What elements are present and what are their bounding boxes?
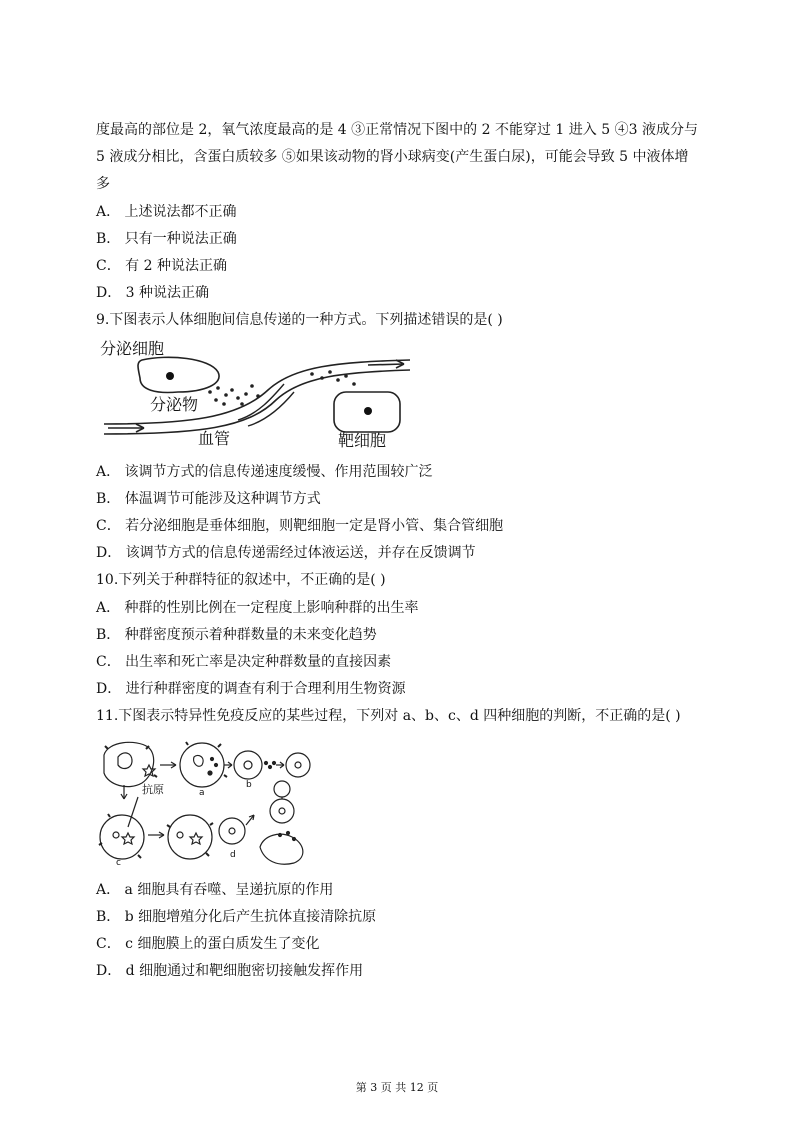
q8-text-line-1: 度最高的部位是 2，氧气浓度最高的是 4 ③正常情况下图中的 2 不能穿过 1 进入 5 ④3 液成分与 [96, 122, 698, 138]
cell-b-product [286, 753, 310, 777]
q11-option-c: C． c 细胞膜上的蛋白质发生了变化 [96, 936, 320, 952]
q8-text-line-3: 多 [96, 176, 110, 192]
q8-text-line-2: 5 液成分相比，含蛋白质较多 ⑤如果该动物的肾小球病变(产生蛋白尿)，可能会导致 5 中液体增 [96, 149, 689, 165]
q11-option-a: A． a 细胞具有吞噬、呈递抗原的作用 [96, 882, 334, 898]
q11-option-d: D． d 细胞通过和靶细胞密切接触发挥作用 [96, 963, 364, 979]
q9-option-b: B． 体温调节可能涉及这种调节方式 [96, 491, 321, 507]
secretory-cell-nucleus [166, 372, 174, 380]
target-cell-nucleus [364, 407, 372, 415]
label-c: c [116, 858, 121, 867]
label-vessel: 血管 [198, 429, 231, 448]
q10-option-d: D． 进行种群密度的调查有利于合理利用生物资源 [96, 681, 406, 697]
label-secretory-cell: 分泌细胞 [100, 339, 165, 358]
q11-stem: 11.下图表示特异性免疫反应的某些过程，下列对 a、b、c、d 四种细胞的判断，不正确的是( ) [96, 708, 681, 724]
secretory-cell-shape [138, 357, 219, 392]
q9-option-a: A． 该调节方式的信息传递速度缓慢、作用范围较广泛 [96, 464, 433, 480]
q8-option-c: C． 有 2 种说法正确 [96, 258, 227, 274]
label-secretion: 分泌物 [150, 395, 199, 414]
q10-option-c: C． 出生率和死亡率是决定种群数量的直接因素 [96, 654, 392, 670]
q11-option-b: B． b 细胞增殖分化后产生抗体直接清除抗原 [96, 909, 377, 925]
cell-d [219, 818, 245, 844]
label-antigen: 抗原 [142, 783, 164, 796]
q8-option-d: D． 3 种说法正确 [96, 285, 210, 301]
label-b: b [246, 780, 252, 790]
lysed-cell [260, 834, 303, 864]
q11-figure-immune-diagram [98, 735, 314, 867]
q10-option-a: A． 种群的性别比例在一定程度上影响种群的出生率 [96, 600, 419, 616]
q9-option-c: C． 若分泌细胞是垂体细胞，则靶细胞一定是肾小管、集合管细胞 [96, 518, 504, 534]
q9-option-d: D． 该调节方式的信息传递需经过体液运送，并存在反馈调节 [96, 545, 476, 561]
label-d: d [230, 850, 236, 860]
q8-option-b: B． 只有一种说法正确 [96, 231, 237, 247]
q10-stem: 10.下列关于种群特征的叙述中，不正确的是( ) [96, 572, 386, 588]
page-footer: 第 3 页 共 12 页 [355, 1081, 439, 1094]
q9-stem: 9.下图表示人体细胞间信息传递的一种方式。下列描述错误的是( ) [96, 312, 503, 328]
q8-option-a: A． 上述说法都不正确 [96, 204, 237, 220]
label-target-cell: 靶细胞 [338, 431, 387, 448]
label-a: a [199, 788, 205, 798]
cell-b [234, 751, 262, 779]
q10-option-b: B． 种群密度预示着种群数量的未来变化趋势 [96, 627, 377, 643]
q9-figure-signaling-diagram [98, 338, 414, 448]
